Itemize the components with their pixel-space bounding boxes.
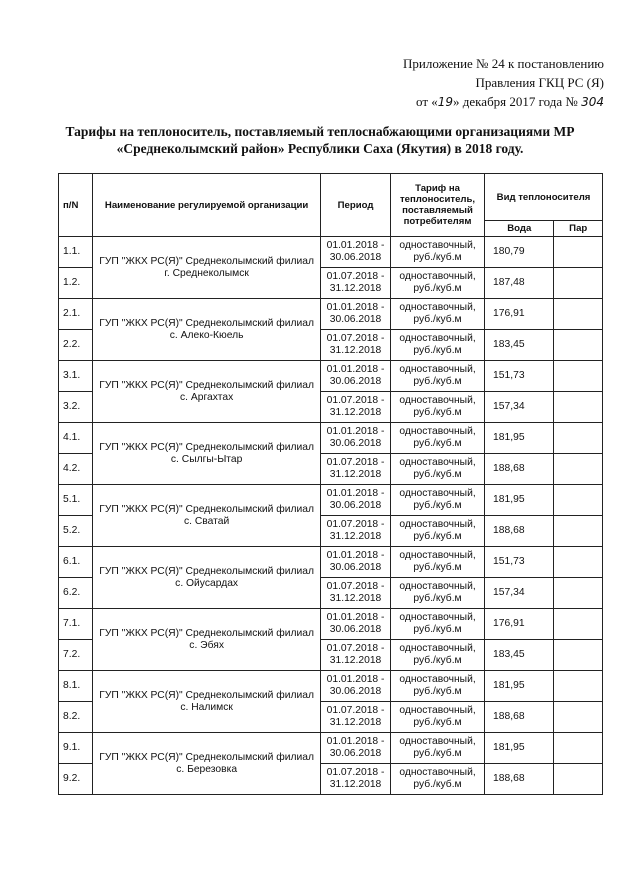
row-number: 3.1. — [59, 361, 93, 392]
water-value: 183,45 — [485, 640, 554, 671]
row-number: 1.2. — [59, 268, 93, 299]
handwritten-day: 19 — [437, 95, 454, 109]
organization-name: ГУП "ЖКХ РС(Я)" Среднеколымский филиал с. Алеко-Кюель — [93, 299, 321, 361]
document-title — [60, 123, 580, 157]
row-number: 9.1. — [59, 733, 93, 764]
col-header-period: Период — [321, 174, 391, 237]
steam-value — [554, 702, 603, 733]
steam-value — [554, 578, 603, 609]
steam-value — [554, 547, 603, 578]
tariff-type: одноставочный, руб./куб.м — [391, 609, 485, 640]
table-row — [59, 547, 603, 578]
organization-name: ГУП "ЖКХ РС(Я)" Среднеколымский филиал с. Сылгы-Ытар — [93, 423, 321, 485]
organization-name: ГУП "ЖКХ РС(Я)" Среднеколымский филиал с. Аргахтах — [93, 361, 321, 423]
table-row — [59, 733, 603, 764]
water-value: 188,68 — [485, 516, 554, 547]
water-value: 157,34 — [485, 392, 554, 423]
water-value: 151,73 — [485, 361, 554, 392]
row-number: 2.2. — [59, 330, 93, 361]
row-number: 7.1. — [59, 609, 93, 640]
period: 01.07.2018 - 31.12.2018 — [321, 330, 391, 361]
row-number: 1.1. — [59, 237, 93, 268]
steam-value — [554, 299, 603, 330]
water-value: 176,91 — [485, 609, 554, 640]
period: 01.07.2018 - 31.12.2018 — [321, 702, 391, 733]
steam-value — [554, 454, 603, 485]
steam-value — [554, 516, 603, 547]
period: 01.01.2018 - 30.06.2018 — [321, 299, 391, 330]
organization-name: ГУП "ЖКХ РС(Я)" Среднеколымский филиал с. Налимск — [93, 671, 321, 733]
title-line-2: «Среднеколымский район» Республики Саха (Якутия) в 2018 году. — [116, 141, 524, 156]
period: 01.01.2018 - 30.06.2018 — [321, 733, 391, 764]
header-line-2: Правления ГКЦ РС (Я) — [475, 75, 604, 90]
row-number: 6.1. — [59, 547, 93, 578]
tariff-type: одноставочный, руб./куб.м — [391, 237, 485, 268]
water-value: 183,45 — [485, 330, 554, 361]
tariff-type: одноставочный, руб./куб.м — [391, 485, 485, 516]
row-number: 4.2. — [59, 454, 93, 485]
organization-name: ГУП "ЖКХ РС(Я)" Среднеколымский филиал с. Ойусардах — [93, 547, 321, 609]
period: 01.01.2018 - 30.06.2018 — [321, 423, 391, 454]
row-number: 6.2. — [59, 578, 93, 609]
col-header-org: Наименование регулируемой организации — [93, 174, 321, 237]
steam-value — [554, 640, 603, 671]
water-value: 181,95 — [485, 671, 554, 702]
table-body — [59, 237, 603, 795]
water-value: 188,68 — [485, 702, 554, 733]
period: 01.07.2018 - 31.12.2018 — [321, 392, 391, 423]
steam-value — [554, 609, 603, 640]
table-row — [59, 609, 603, 640]
water-value: 157,34 — [485, 578, 554, 609]
steam-value — [554, 268, 603, 299]
organization-name: ГУП "ЖКХ РС(Я)" Среднеколымский филиал с. Сватай — [93, 485, 321, 547]
table-row — [59, 671, 603, 702]
header-line-3 — [403, 92, 604, 112]
tariff-type: одноставочный, руб./куб.м — [391, 268, 485, 299]
period: 01.01.2018 - 30.06.2018 — [321, 237, 391, 268]
steam-value — [554, 237, 603, 268]
tariff-type: одноставочный, руб./куб.м — [391, 516, 485, 547]
water-value: 188,68 — [485, 764, 554, 795]
title-line-1: Тарифы на теплоноситель, поставляемый теплоснабжающими организациями МР — [65, 124, 575, 139]
water-value: 181,95 — [485, 485, 554, 516]
row-number: 4.1. — [59, 423, 93, 454]
tariff-type: одноставочный, руб./куб.м — [391, 733, 485, 764]
tariff-type: одноставочный, руб./куб.м — [391, 423, 485, 454]
tariff-type: одноставочный, руб./куб.м — [391, 547, 485, 578]
tariff-type: одноставочный, руб./куб.м — [391, 578, 485, 609]
tariff-table — [58, 173, 603, 795]
row-number: 5.1. — [59, 485, 93, 516]
steam-value — [554, 764, 603, 795]
table-row — [59, 485, 603, 516]
period: 01.07.2018 - 31.12.2018 — [321, 516, 391, 547]
water-value: 176,91 — [485, 299, 554, 330]
steam-value — [554, 330, 603, 361]
tariff-type: одноставочный, руб./куб.м — [391, 454, 485, 485]
row-number: 7.2. — [59, 640, 93, 671]
steam-value — [554, 423, 603, 454]
period: 01.07.2018 - 31.12.2018 — [321, 764, 391, 795]
tariff-type: одноставочный, руб./куб.м — [391, 361, 485, 392]
period: 01.01.2018 - 30.06.2018 — [321, 547, 391, 578]
water-value: 151,73 — [485, 547, 554, 578]
steam-value — [554, 361, 603, 392]
tariff-type: одноставочный, руб./куб.м — [391, 330, 485, 361]
tariff-type: одноставочный, руб./куб.м — [391, 764, 485, 795]
row-number: 5.2. — [59, 516, 93, 547]
steam-value — [554, 671, 603, 702]
tariff-type: одноставочный, руб./куб.м — [391, 702, 485, 733]
tariff-type: одноставочный, руб./куб.м — [391, 299, 485, 330]
period: 01.07.2018 - 31.12.2018 — [321, 578, 391, 609]
period: 01.01.2018 - 30.06.2018 — [321, 609, 391, 640]
period: 01.01.2018 - 30.06.2018 — [321, 485, 391, 516]
period: 01.07.2018 - 31.12.2018 — [321, 268, 391, 299]
row-number: 8.2. — [59, 702, 93, 733]
header-date-mid: » декабря 2017 года № — [453, 94, 578, 109]
organization-name: ГУП "ЖКХ РС(Я)" Среднеколымский филиал г. Среднеколымск — [93, 237, 321, 299]
row-number: 8.1. — [59, 671, 93, 702]
row-number: 3.2. — [59, 392, 93, 423]
organization-name: ГУП "ЖКХ РС(Я)" Среднеколымский филиал с. Березовка — [93, 733, 321, 795]
col-header-tariff: Тариф на теплоноситель, поставляемый потребителям — [391, 174, 485, 237]
period: 01.01.2018 - 30.06.2018 — [321, 671, 391, 702]
water-value: 187,48 — [485, 268, 554, 299]
steam-value — [554, 392, 603, 423]
header-line-1: Приложение № 24 к постановлению — [403, 56, 604, 71]
water-value: 181,95 — [485, 733, 554, 764]
col-header-water: Вода — [485, 221, 554, 237]
table-row — [59, 423, 603, 454]
organization-name: ГУП "ЖКХ РС(Я)" Среднеколымский филиал с. Эбях — [93, 609, 321, 671]
table-row — [59, 237, 603, 268]
water-value: 180,79 — [485, 237, 554, 268]
row-number: 2.1. — [59, 299, 93, 330]
tariff-type: одноставочный, руб./куб.м — [391, 671, 485, 702]
document-header — [403, 54, 604, 112]
tariff-type: одноставочный, руб./куб.м — [391, 392, 485, 423]
table-row — [59, 361, 603, 392]
period: 01.07.2018 - 31.12.2018 — [321, 640, 391, 671]
water-value: 188,68 — [485, 454, 554, 485]
tariff-type: одноставочный, руб./куб.м — [391, 640, 485, 671]
row-number: 9.2. — [59, 764, 93, 795]
header-date-prefix: от « — [416, 94, 438, 109]
col-header-num: п/N — [59, 174, 93, 237]
handwritten-number: 304 — [581, 95, 604, 109]
col-header-type: Вид теплоносителя — [485, 174, 603, 221]
period: 01.01.2018 - 30.06.2018 — [321, 361, 391, 392]
period: 01.07.2018 - 31.12.2018 — [321, 454, 391, 485]
steam-value — [554, 733, 603, 764]
table-row — [59, 299, 603, 330]
steam-value — [554, 485, 603, 516]
water-value: 181,95 — [485, 423, 554, 454]
col-header-steam: Пар — [554, 221, 603, 237]
